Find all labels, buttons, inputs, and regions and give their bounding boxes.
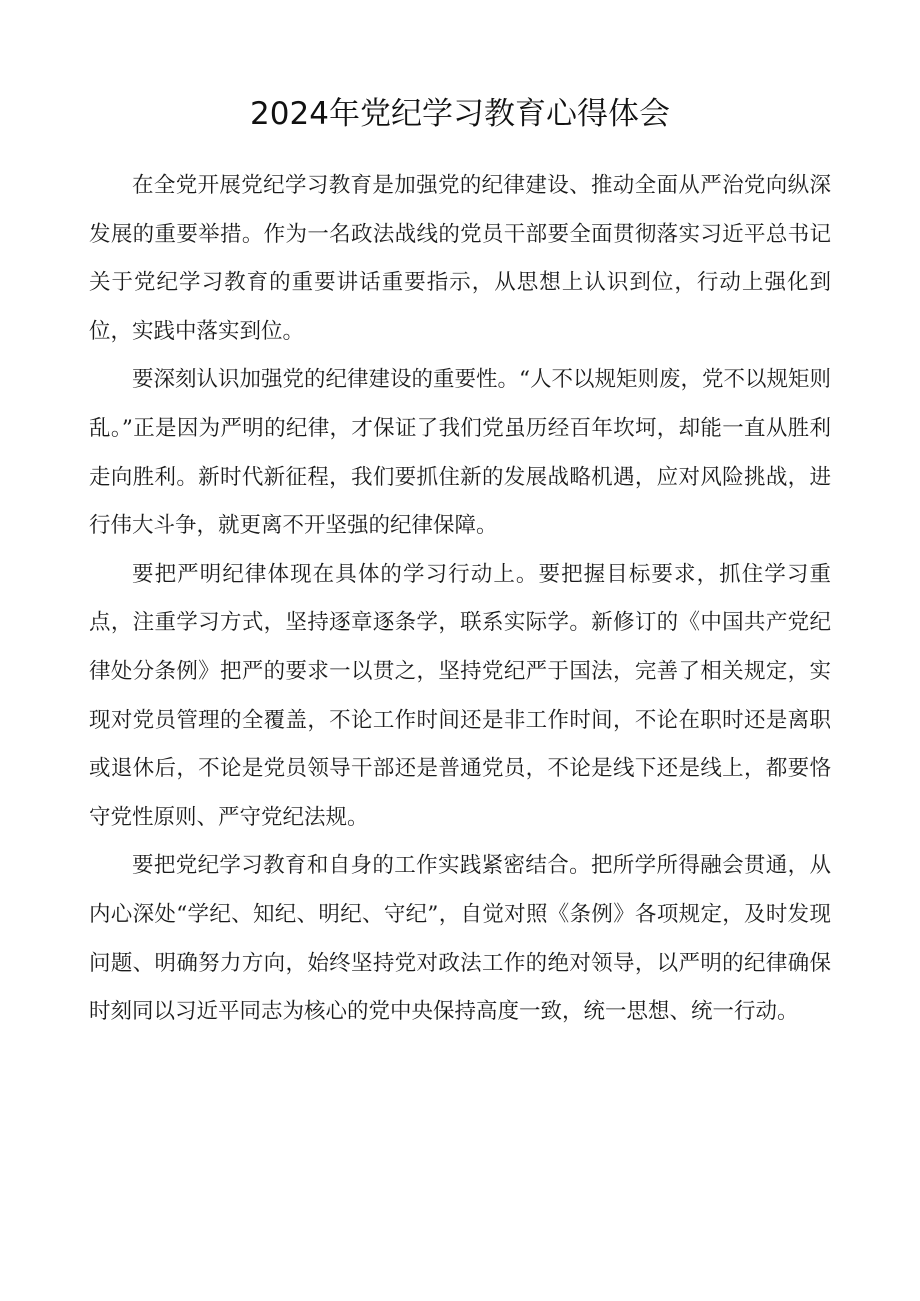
paragraph-4: 要把党纪学习教育和自身的工作实践紧密结合。把所学所得融会贯通，从内心深处“学纪、知纪、明纪、守纪”，自觉对照《条例》各项规定，及时发现问题、明确努力方向，始终坚持党对政法工作的绝对领导，以严明的纪律确保时刻同以习近平同志为核心的党中央保持高度一致，统一思想、统一行动。: [89, 853, 831, 1025]
paragraph-3: 要把严明纪律体现在具体的学习行动上。要把握目标要求，抓住学习重点，注重学习方式，坚持逐章逐条学，联系实际学。新修订的《中国共产党纪律处分条例》把严的要求一以贯之，坚持党纪严于国法，完善了相关规定，实现对党员管理的全覆盖，不论工作时间还是非工作时间，不论在职时还是离职或退休后，不论是党员领导干部还是普通党员，不论是线下还是线上，都要恪守党性原则、严守党纪法规。: [89, 561, 831, 830]
paragraph-2: 要深刻认识加强党的纪律建设的重要性。“人不以规矩则废，党不以规矩则乱。”正是因为严明的纪律，才保证了我们党虽历经百年坎坷，却能一直从胜利走向胜利。新时代新征程，我们要抓住新的发展战略机遇，应对风险挑战，进行伟大斗争，就更离不开坚强的纪律保障。: [89, 367, 831, 539]
document-body: [89, 162, 831, 1037]
document-title: 2024年党纪学习教育心得体会: [250, 96, 670, 132]
paragraph-1: 在全党开展党纪学习教育是加强党的纪律建设、推动全面从严治党向纵深发展的重要举措。作为一名政法战线的党员干部要全面贯彻落实习近平总书记关于党纪学习教育的重要讲话重要指示，从思想上认识到位，行动上强化到位，实践中落实到位。: [89, 173, 831, 344]
